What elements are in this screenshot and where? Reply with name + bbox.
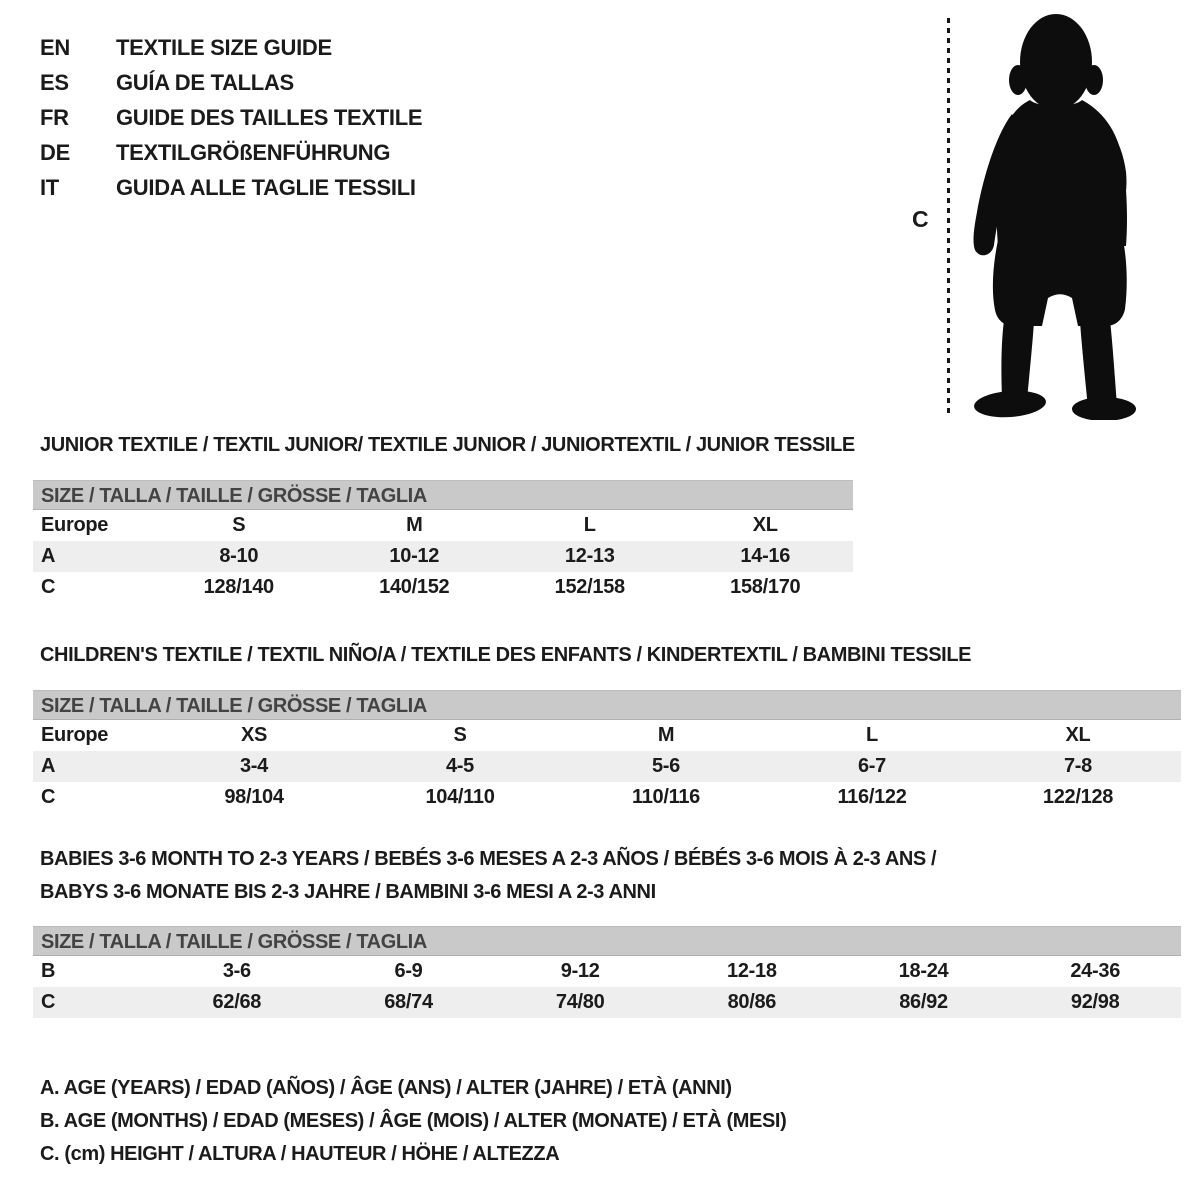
value-cell: 74/80 (555, 991, 605, 1013)
value-cell: 98/104 (224, 786, 284, 808)
value-cell: 24-36 (1070, 960, 1121, 982)
table-row-height (33, 782, 1181, 813)
children-section-title: CHILDREN'S TEXTILE / TEXTIL NIÑO/A / TEXTILE DES ENFANTS / KINDERTEXTIL / BAMBINI TESSILE (40, 644, 972, 666)
value-cell: 4-5 (445, 755, 474, 777)
babies-section-title-line2: BABYS 3-6 MONATE BIS 2-3 JAHRE / BAMBINI 3-6 MESI A 2-3 ANNI (40, 881, 656, 903)
size-table-header: SIZE / TALLA / TAILLE / GRÖSSE / TAGLIA (33, 690, 1181, 720)
row-label: C (41, 786, 56, 808)
value-cell: 12-18 (727, 960, 777, 982)
size-cell: XS (240, 724, 268, 746)
height-measure-dashed-line (947, 18, 950, 416)
language-row (40, 170, 422, 205)
babies-section-title-line1: BABIES 3-6 MONTH TO 2-3 YEARS / BEBÉS 3-6 MESES A 2-3 AÑOS / BÉBÉS 3-6 MOIS À 2-3 ANS / (40, 848, 937, 870)
language-code: DE (40, 139, 70, 165)
row-label: B (41, 960, 56, 982)
row-label: Europe (41, 724, 109, 746)
babies-size-table (33, 926, 1181, 1018)
size-cell: XL (752, 514, 778, 536)
value-cell: 92/98 (1070, 991, 1120, 1013)
value-cell: 80/86 (727, 991, 777, 1013)
value-cell: 6-9 (394, 960, 423, 982)
size-table-header: SIZE / TALLA / TAILLE / GRÖSSE / TAGLIA (33, 926, 1181, 956)
size-cell: M (657, 724, 675, 746)
language-row (40, 65, 422, 100)
table-row-age-months (33, 956, 1181, 987)
height-measure-label: C (912, 206, 929, 232)
children-size-table (33, 690, 1181, 813)
table-row-height (33, 987, 1181, 1018)
legend-line-c: C. (cm) HEIGHT / ALTURA / HAUTEUR / HÖHE / ALTEZZA (40, 1143, 560, 1165)
value-cell: 3-4 (239, 755, 268, 777)
value-cell: 14-16 (740, 545, 791, 567)
size-cell: S (453, 724, 467, 746)
value-cell: 18-24 (898, 960, 949, 982)
row-label: A (41, 545, 56, 567)
value-cell: 140/152 (379, 576, 450, 598)
row-label: A (41, 755, 56, 777)
language-code: IT (40, 174, 59, 200)
legend-line-a: A. AGE (YEARS) / EDAD (AÑOS) / ÂGE (ANS) / ALTER (JAHRE) / ETÀ (ANNI) (40, 1077, 732, 1099)
value-cell: 3-6 (222, 960, 251, 982)
value-cell: 158/170 (730, 576, 801, 598)
value-cell: 68/74 (384, 991, 433, 1013)
value-cell: 10-12 (389, 545, 440, 567)
table-row-height (33, 572, 853, 603)
size-table-header: SIZE / TALLA / TAILLE / GRÖSSE / TAGLIA (33, 480, 853, 510)
table-row-age (33, 751, 1181, 782)
row-label: Europe (41, 514, 109, 536)
row-label: C (41, 576, 56, 598)
language-title-list (40, 30, 422, 205)
junior-section-title: JUNIOR TEXTILE / TEXTIL JUNIOR/ TEXTILE JUNIOR / JUNIORTEXTIL / JUNIOR TESSILE (40, 434, 855, 456)
value-cell: 104/110 (425, 786, 495, 808)
size-cell: S (232, 514, 246, 536)
junior-size-table (33, 480, 853, 603)
guide-title: GUÍA DE TALLAS (116, 69, 294, 95)
value-cell: 152/158 (554, 576, 625, 598)
language-row (40, 30, 422, 65)
language-row (40, 100, 422, 135)
guide-title: GUIDE DES TAILLES TEXTILE (116, 104, 423, 130)
guide-title: TEXTILGRÖßENFÜHRUNG (116, 139, 391, 165)
measurement-legend (40, 1072, 786, 1171)
value-cell: 110/116 (632, 786, 700, 808)
value-cell: 9-12 (560, 960, 600, 982)
value-cell: 122/128 (1042, 786, 1114, 808)
language-code: ES (40, 69, 69, 95)
size-cell: XL (1065, 724, 1091, 746)
size-cell: L (583, 514, 596, 536)
value-cell: 116/122 (837, 786, 907, 808)
legend-line-b: B. AGE (MONTHS) / EDAD (MESES) / ÂGE (MOIS) / ALTER (MONATE) / ETÀ (MESI) (40, 1110, 787, 1132)
value-cell: 12-13 (564, 545, 615, 567)
size-cell: L (866, 724, 878, 746)
value-cell: 5-6 (651, 755, 680, 777)
language-row (40, 135, 422, 170)
value-cell: 128/140 (203, 576, 274, 598)
value-cell: 62/68 (212, 991, 262, 1013)
table-row-europe (33, 720, 1181, 751)
guide-title: TEXTILE SIZE GUIDE (116, 34, 332, 60)
toddler-silhouette-image (966, 14, 1136, 420)
row-label: C (41, 991, 56, 1013)
table-row-europe (33, 510, 853, 541)
size-cell: M (406, 514, 423, 536)
language-code: FR (40, 104, 69, 130)
language-code: EN (40, 34, 70, 60)
value-cell: 8-10 (219, 545, 259, 567)
guide-title: GUIDA ALLE TAGLIE TESSILI (116, 174, 416, 200)
value-cell: 7-8 (1063, 755, 1092, 777)
table-row-age (33, 541, 853, 572)
value-cell: 86/92 (899, 991, 948, 1013)
value-cell: 6-7 (857, 755, 886, 777)
